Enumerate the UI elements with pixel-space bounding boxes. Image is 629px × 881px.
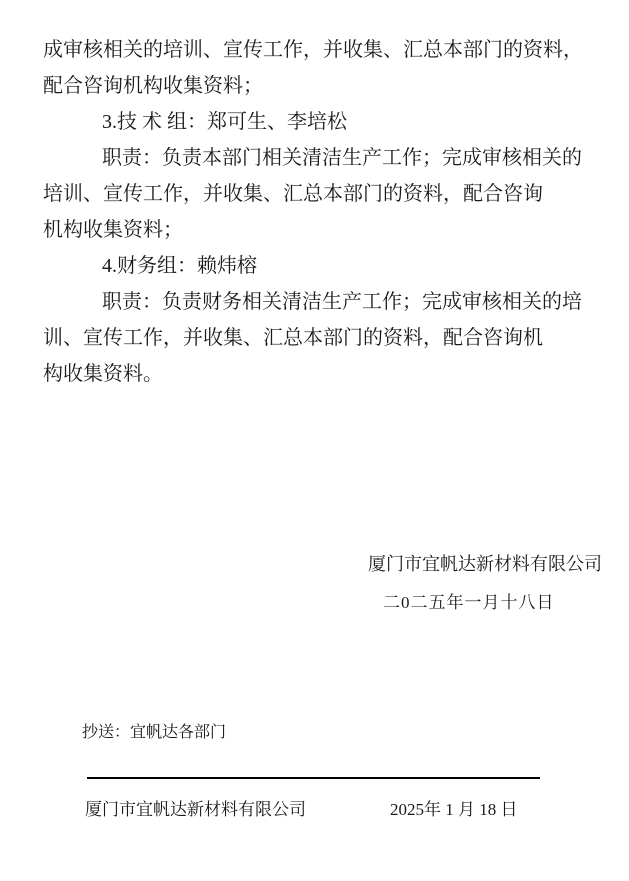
body-line: 职责：负责财务相关清洁生产工作；完成审核相关的培: [102, 291, 582, 313]
body-line: 机构收集资料；: [43, 219, 183, 241]
body-line: 构收集资料。: [43, 363, 163, 385]
body-paragraphs: [43, 32, 588, 392]
body-line: 培训、宣传工作，并收集、汇总本部门的资料，配合咨询: [43, 183, 543, 205]
cc-line: 抄送：宜帆达各部门: [82, 724, 227, 741]
footer-company: 厦门市宜帆达新材料有限公司: [85, 800, 306, 819]
signature-company: 厦门市宜帆达新材料有限公司: [368, 554, 602, 574]
body-line: 成审核相关的培训、宣传工作，并收集、汇总本部门的资料，: [43, 39, 583, 61]
body-line: 训、宣传工作，并收集、汇总本部门的资料，配合咨询机: [43, 327, 543, 349]
body-line-list-item: 4.财务组：赖炜榕: [102, 255, 257, 277]
signature-date: 二0二五年一月十八日: [383, 593, 555, 612]
body-line: 配合咨询机构收集资料；: [43, 75, 263, 97]
footer-divider: [87, 777, 540, 779]
footer-date: 2025年 1 月 18 日: [390, 800, 518, 819]
body-line: 职责：负责本部门相关清洁生产工作；完成审核相关的: [102, 147, 582, 169]
body-line-list-item: 3.技 术 组：郑可生、李培松: [102, 111, 347, 133]
